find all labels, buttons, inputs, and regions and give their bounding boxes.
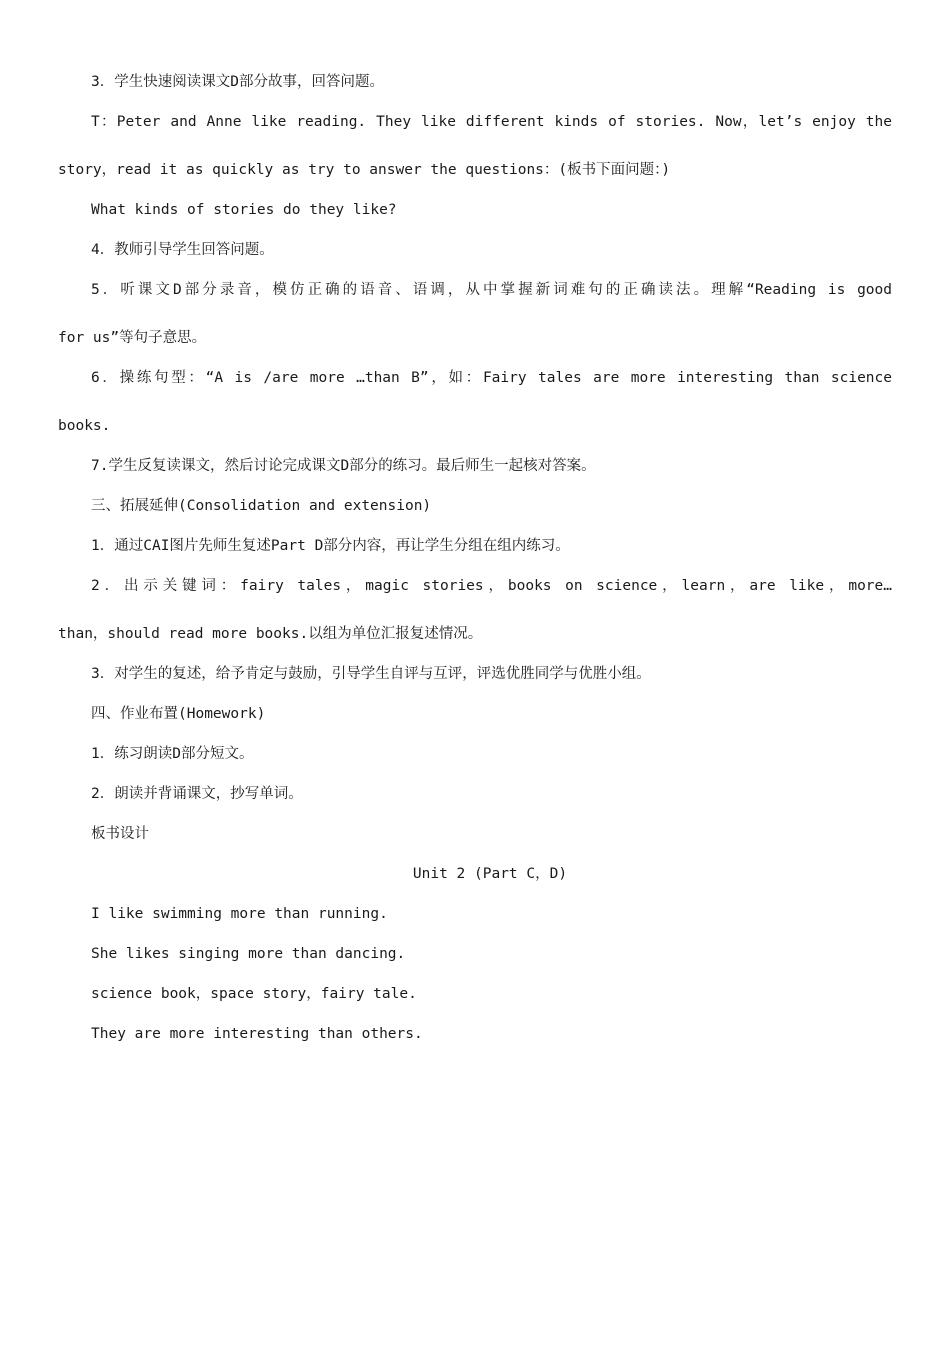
step-7-line: 7.学生反复读课文，然后讨论完成课文D部分的练习。最后师生一起核对答案。 — [91, 458, 596, 474]
board-unit-title: Unit 2 (Part C，D) — [412, 866, 568, 882]
homework-1-line: 1．练习朗读D部分短文。 — [91, 746, 254, 762]
ext-step-2-line-1: 2．出示关键词：fairy tales，magic stories，books on science，learn，are like，more… — [91, 578, 892, 594]
ext-step-2-line-2: than，should read more books.以组为单位汇报复述情况。 — [58, 626, 483, 642]
section-3-heading: 三、拓展延伸(Consolidation and extension) — [91, 498, 432, 514]
board-line-1: I like swimming more than running. — [91, 906, 388, 922]
homework-2-line: 2．朗读并背诵课文，抄写单词。 — [91, 786, 303, 802]
step-5-line-2: for us”等句子意思。 — [58, 330, 207, 346]
ext-step-1-line: 1．通过CAI图片先师生复述Part D部分内容，再让学生分组在组内练习。 — [91, 538, 570, 554]
step-6-line-1: 6．操练句型：“A is /are more …than B”，如：Fairy tales are more interesting than science — [91, 370, 892, 386]
teacher-line-1: T：Peter and Anne like reading. They like different kinds of stories. Now，let’s enjoy the — [91, 114, 892, 130]
step-5-line-1: 5．听课文D部分录音，模仿正确的语音、语调，从中掌握新词难句的正确读法。理解“Reading is good — [91, 282, 892, 298]
board-line-2: She likes singing more than dancing. — [91, 946, 406, 962]
ext-step-3-line: 3．对学生的复述，给予肯定与鼓励，引导学生自评与互评，评选优胜同学与优胜小组。 — [91, 666, 651, 682]
teacher-line-2: story，read it as quickly as try to answer the questions：(板书下面问题：) — [58, 162, 671, 178]
board-line-4: They are more interesting than others. — [91, 1026, 423, 1042]
step-6-line-2: books. — [58, 418, 111, 434]
board-line-3: science book，space story，fairy tale. — [91, 986, 417, 1002]
question-line: What kinds of stories do they like? — [91, 202, 397, 218]
step-3-line: 3．学生快速阅读课文D部分故事，回答问题。 — [91, 74, 384, 90]
board-design-heading: 板书设计 — [91, 826, 149, 842]
section-4-heading: 四、作业布置(Homework) — [91, 706, 266, 722]
step-4-line: 4．教师引导学生回答问题。 — [91, 242, 274, 258]
